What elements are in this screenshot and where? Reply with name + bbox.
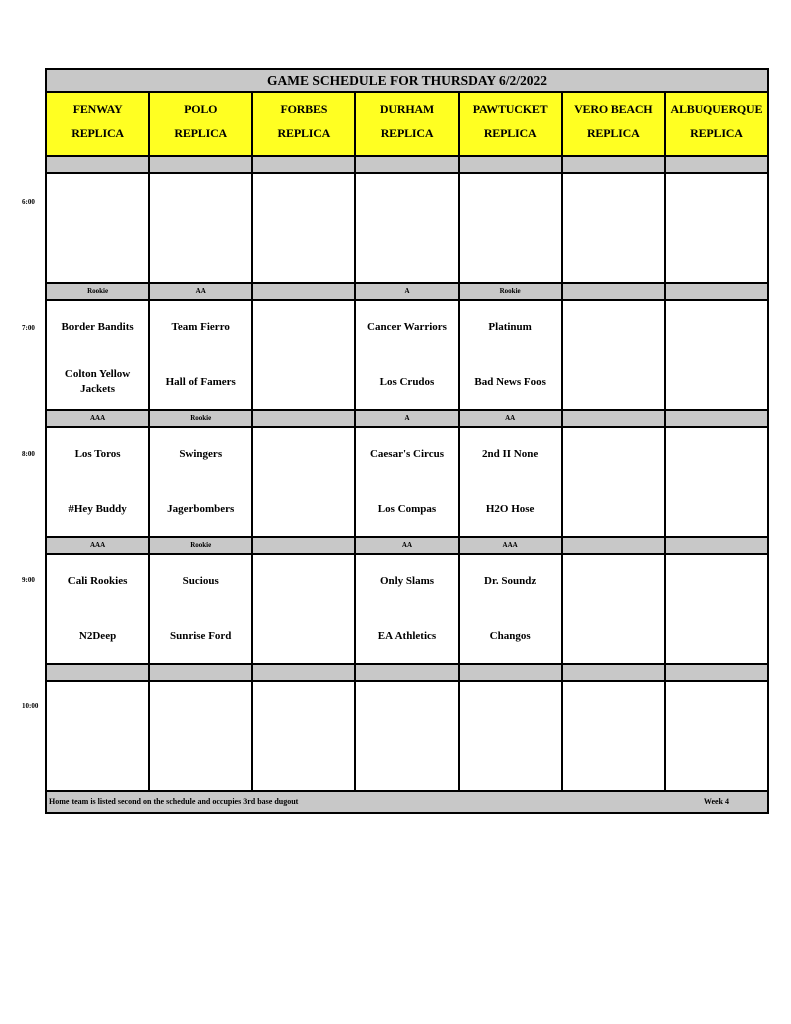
division-label [563, 665, 666, 680]
division-label [150, 157, 253, 172]
time-label: 8:00 [22, 450, 35, 458]
division-label [47, 157, 150, 172]
division-row [47, 411, 767, 428]
away-team: Los Toros [74, 448, 121, 460]
division-label [666, 665, 767, 680]
time-slot-row [47, 174, 767, 284]
home-team: N2Deep [78, 630, 117, 642]
division-label [253, 411, 356, 426]
field-sub: REPLICA [174, 126, 228, 140]
game-cell [150, 174, 253, 282]
field-header-albuquerque [666, 93, 767, 155]
home-team: Sunrise Ford [169, 630, 232, 642]
game-cell [47, 682, 150, 790]
field-name: ALBUQUERQUE [670, 102, 763, 116]
footer-note: Home team is listed second on the schedule and occupies 3rd base dugout [49, 797, 299, 806]
game-cell [460, 301, 563, 409]
division-label [563, 284, 666, 299]
schedule-footer [47, 792, 767, 812]
division-label [563, 538, 666, 553]
away-team: Border Bandits [61, 321, 134, 333]
division-label: Rookie [460, 284, 563, 299]
game-cell [666, 682, 767, 790]
time-slot-row [47, 301, 767, 411]
game-cell [460, 428, 563, 536]
game-cell [666, 301, 767, 409]
field-header-fenway [47, 93, 150, 155]
away-team: 2nd II None [482, 448, 539, 460]
field-sub: REPLICA [690, 126, 743, 140]
division-label: A [356, 411, 459, 426]
game-cell [150, 555, 253, 663]
division-row [47, 538, 767, 555]
away-team: Swingers [179, 448, 223, 460]
division-label [666, 538, 767, 553]
game-cell [253, 428, 356, 536]
division-label: Rookie [150, 411, 253, 426]
game-cell [563, 555, 666, 663]
game-cell [150, 428, 253, 536]
time-label: 7:00 [22, 324, 35, 332]
field-header-pawtucket [460, 93, 563, 155]
division-label: Rookie [47, 284, 150, 299]
division-label: AA [460, 411, 563, 426]
field-name: FORBES [280, 102, 328, 116]
game-cell [666, 174, 767, 282]
division-label [253, 538, 356, 553]
field-header-forbes [253, 93, 356, 155]
division-label [356, 665, 459, 680]
field-header-durham [356, 93, 459, 155]
division-label [460, 157, 563, 172]
field-header-polo [150, 93, 253, 155]
division-label [150, 665, 253, 680]
division-label [563, 157, 666, 172]
division-row [47, 665, 767, 682]
game-cell [253, 301, 356, 409]
game-cell [47, 174, 150, 282]
home-team: Jagerbombers [167, 503, 235, 515]
field-name: POLO [184, 102, 218, 116]
game-cell [460, 682, 563, 790]
division-label [666, 284, 767, 299]
division-label: AAA [47, 411, 150, 426]
division-row [47, 284, 767, 301]
home-team: H2O Hose [485, 503, 535, 515]
field-name: VERO BEACH [574, 102, 653, 116]
division-label [666, 157, 767, 172]
away-team: Dr. Soundz [484, 575, 537, 587]
game-cell [356, 428, 459, 536]
game-cell [460, 555, 563, 663]
division-label [47, 665, 150, 680]
home-team: Colton Yellow Jackets [64, 368, 131, 395]
division-row [47, 157, 767, 174]
field-name: DURHAM [379, 102, 435, 116]
away-team: Team Fierro [171, 321, 230, 333]
away-team: Cancer Warriors [367, 321, 447, 333]
game-cell [356, 682, 459, 790]
division-label: AA [356, 538, 459, 553]
game-cell [563, 682, 666, 790]
time-slots [47, 157, 767, 792]
home-team: Hall of Famers [165, 376, 236, 388]
game-cell [666, 428, 767, 536]
home-team: EA Athletics [377, 630, 437, 642]
game-cell [356, 555, 459, 663]
field-sub: REPLICA [277, 126, 331, 140]
game-cell [666, 555, 767, 663]
field-name: PAWTUCKET [472, 102, 548, 116]
game-cell [460, 174, 563, 282]
game-cell [253, 555, 356, 663]
division-label [253, 284, 356, 299]
game-cell [47, 301, 150, 409]
home-team: Changos [489, 630, 531, 642]
game-cell [563, 428, 666, 536]
home-team: Bad News Foos [474, 376, 546, 388]
time-label: 6:00 [22, 198, 35, 206]
division-label [253, 157, 356, 172]
game-cell [253, 682, 356, 790]
time-column [0, 0, 44, 1024]
game-cell [47, 428, 150, 536]
away-team: Cali Rookies [67, 575, 128, 587]
game-cell [563, 174, 666, 282]
time-slot-row [47, 555, 767, 665]
field-header-vero-beach [563, 93, 666, 155]
division-label [253, 665, 356, 680]
division-label [563, 411, 666, 426]
away-team: Caesar's Circus [369, 448, 445, 460]
schedule-title: GAME SCHEDULE FOR THURSDAY 6/2/2022 [47, 70, 767, 93]
division-label [356, 157, 459, 172]
field-header-row [47, 93, 767, 157]
game-cell [150, 301, 253, 409]
home-team: #Hey Buddy [68, 503, 127, 515]
time-label: 9:00 [22, 576, 35, 584]
division-label [666, 411, 767, 426]
division-label: AAA [47, 538, 150, 553]
game-cell [150, 682, 253, 790]
division-label: AA [150, 284, 253, 299]
field-sub: REPLICA [586, 126, 640, 140]
game-cell [563, 301, 666, 409]
schedule-table [45, 68, 769, 814]
field-sub: REPLICA [483, 126, 537, 140]
field-name: FENWAY [72, 102, 123, 116]
week-label: Week 4 [703, 797, 729, 806]
home-team: Los Compas [377, 503, 437, 515]
game-cell [253, 174, 356, 282]
division-label: A [356, 284, 459, 299]
game-cell [47, 555, 150, 663]
home-team: Los Crudos [379, 376, 435, 388]
game-cell [356, 301, 459, 409]
away-team: Sucious [182, 575, 219, 587]
division-label [460, 665, 563, 680]
away-team: Only Slams [379, 575, 435, 587]
field-sub: REPLICA [71, 126, 124, 140]
game-cell [356, 174, 459, 282]
away-team: Platinum [488, 321, 532, 333]
time-slot-row [47, 428, 767, 538]
time-slot-row [47, 682, 767, 792]
field-sub: REPLICA [380, 126, 434, 140]
division-label: Rookie [150, 538, 253, 553]
time-label: 10:00 [22, 702, 39, 710]
division-label: AAA [460, 538, 563, 553]
